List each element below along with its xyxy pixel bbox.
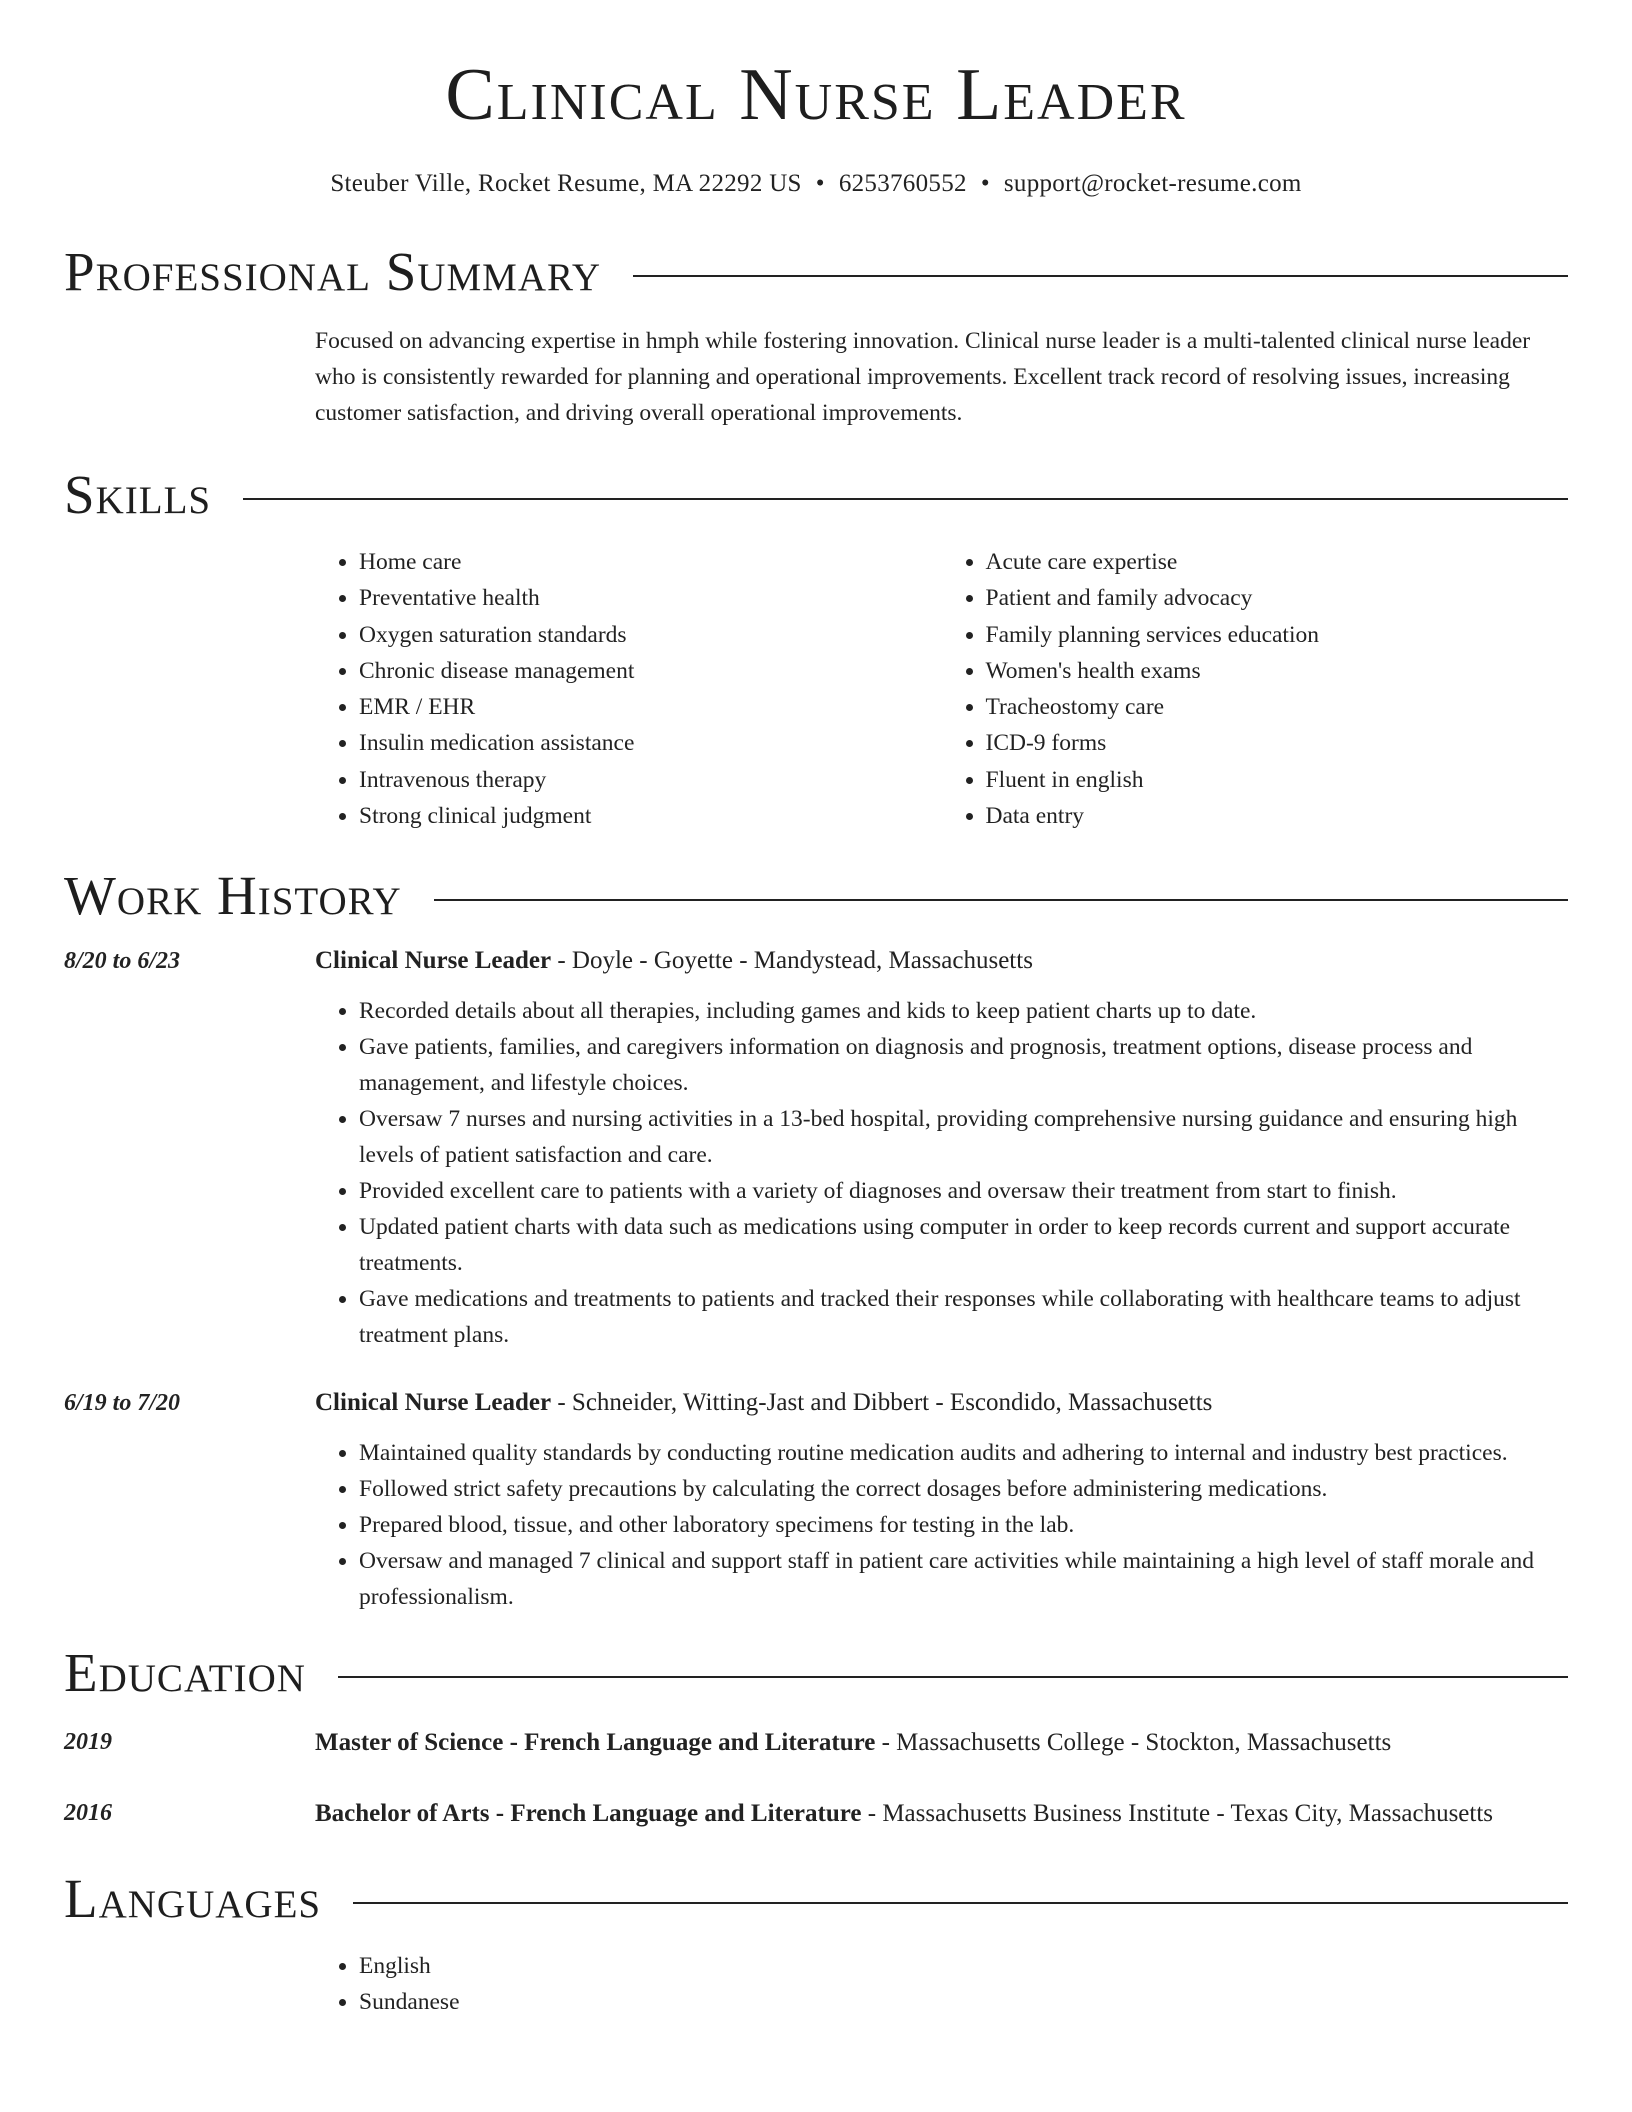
list-item: • Followed strict safety precautions by calculating the correct dosages before administering medications. bbox=[359, 1471, 1568, 1507]
section-title: Skills bbox=[64, 464, 212, 525]
list-item: • Prepared blood, tissue, and other laboratory specimens for testing in the lab. bbox=[359, 1507, 1568, 1543]
job-details bbox=[315, 1385, 1568, 1615]
job-title: Clinical Nurse Leader bbox=[315, 947, 552, 975]
list-item: • ICD-9 forms bbox=[986, 725, 1569, 761]
list-item: • Gave medications and treatments to patients and tracked their responses while collaborating with healthcare teams to adjust treatment plans. bbox=[359, 1281, 1568, 1353]
summary-text: Focused on advancing expertise in hmph while fostering innovation. Clinical nurse leader is a multi-talented clinical nurse leader who is consistently rewarded for planning and operational improvements. Excellent track record of resolving issues, increasing customer satisfaction, and driving overall operational improvements. bbox=[315, 328, 1531, 426]
education-entry bbox=[64, 1795, 1568, 1833]
skills-list bbox=[315, 544, 1568, 834]
list-item: • Intravenous therapy bbox=[359, 762, 942, 798]
school: - Massachusetts College - Stockton, Massachusetts bbox=[875, 1729, 1392, 1757]
list-item: • Family planning services education bbox=[986, 617, 1569, 653]
skills-header bbox=[64, 464, 1568, 525]
job-heading bbox=[315, 1385, 1568, 1421]
list-item: • Oxygen saturation standards bbox=[359, 617, 942, 653]
list-item: • Women's health exams bbox=[986, 653, 1569, 689]
job-heading bbox=[315, 943, 1568, 979]
list-item: • EMR / EHR bbox=[359, 689, 942, 725]
list-item: • Tracheostomy care bbox=[986, 689, 1569, 725]
separator-dot: • bbox=[980, 170, 990, 197]
list-item: • Data entry bbox=[986, 798, 1569, 834]
section-divider bbox=[243, 498, 1568, 500]
contact-line bbox=[64, 170, 1568, 198]
separator-dot: • bbox=[815, 170, 825, 197]
list-item: • Chronic disease management bbox=[359, 653, 942, 689]
job-entry bbox=[64, 943, 1568, 1353]
job-bullets bbox=[315, 993, 1568, 1353]
address: Steuber Ville, Rocket Resume, MA 22292 US bbox=[330, 170, 802, 197]
work-history-header bbox=[64, 865, 1568, 927]
education-entry bbox=[64, 1724, 1568, 1762]
school: - Massachusetts Business Institute - Texas City, Massachusetts bbox=[861, 1800, 1494, 1828]
job-details bbox=[315, 943, 1568, 1353]
education-header bbox=[64, 1642, 1568, 1704]
email-link[interactable]: support@rocket-resume.com bbox=[1003, 170, 1302, 197]
list-item: • Strong clinical judgment bbox=[359, 798, 942, 834]
list-item: • Insulin medication assistance bbox=[359, 725, 942, 761]
skills-column-right bbox=[942, 544, 1569, 834]
list-item: • Fluent in english bbox=[986, 762, 1569, 798]
section-divider bbox=[353, 1902, 1568, 1904]
education-year: 2019 bbox=[64, 1729, 112, 1756]
job-employer: - Schneider, Witting-Jast and Dibbert - Escondido, Massachusetts bbox=[551, 1389, 1213, 1417]
list-item: • Patient and family advocacy bbox=[986, 580, 1569, 616]
list-item: • Oversaw 7 nurses and nursing activities in a 13-bed hospital, providing comprehensive nursing guidance and ensuring high levels of patient satisfaction and care. bbox=[359, 1101, 1568, 1173]
list-item: • Maintained quality standards by conducting routine medication audits and adhering to internal and industry best practices. bbox=[359, 1435, 1568, 1471]
section-title: Work History bbox=[64, 865, 402, 927]
phone: 6253760552 bbox=[838, 170, 967, 197]
job-bullets bbox=[315, 1435, 1568, 1615]
candidate-name: Clinical Nurse Leader bbox=[445, 54, 1187, 136]
education-details bbox=[315, 1795, 1568, 1833]
list-item: • Updated patient charts with data such as medications using computer in order to keep records current and support accurate treatments. bbox=[359, 1209, 1568, 1281]
list-item: • Provided excellent care to patients with a variety of diagnoses and oversaw their treatment from start to finish. bbox=[359, 1173, 1568, 1209]
job-dates: 6/19 to 7/20 bbox=[64, 1390, 181, 1417]
section-divider bbox=[338, 1676, 1568, 1678]
list-item: • Recorded details about all therapies, including games and kids to keep patient charts up to date. bbox=[359, 993, 1568, 1029]
list-item: • Preventative health bbox=[359, 580, 942, 616]
list-item: • English bbox=[359, 1948, 1568, 1984]
section-divider bbox=[633, 275, 1568, 277]
summary-header bbox=[64, 241, 1568, 302]
section-title: Languages bbox=[64, 1868, 322, 1930]
section-title: Education bbox=[64, 1642, 306, 1704]
job-dates: 8/20 to 6/23 bbox=[64, 948, 181, 975]
list-item: • Oversaw and managed 7 clinical and support staff in patient care activities while maintaining a high level of staff morale and professionalism. bbox=[359, 1543, 1568, 1615]
languages-list bbox=[315, 1948, 1568, 2020]
languages-header bbox=[64, 1868, 1568, 1930]
list-item: • Home care bbox=[359, 544, 942, 580]
education-details bbox=[315, 1724, 1568, 1762]
degree: Master of Science - French Language and Literature bbox=[315, 1729, 876, 1757]
job-title: Clinical Nurse Leader bbox=[315, 1389, 552, 1417]
list-item: • Sundanese bbox=[359, 1984, 1568, 2020]
job-employer: - Doyle - Goyette - Mandystead, Massachusetts bbox=[551, 947, 1033, 975]
skills-column-left bbox=[315, 544, 942, 834]
section-divider bbox=[434, 899, 1568, 901]
degree: Bachelor of Arts - French Language and Literature bbox=[315, 1800, 862, 1828]
list-item: • Gave patients, families, and caregivers information on diagnosis and prognosis, treatment options, disease process and management, and lifestyle choices. bbox=[359, 1029, 1568, 1101]
list-item: • Acute care expertise bbox=[986, 544, 1569, 580]
job-entry bbox=[64, 1385, 1568, 1615]
section-title: Professional Summary bbox=[64, 241, 602, 302]
languages-bullets bbox=[315, 1948, 1568, 2020]
education-year: 2016 bbox=[64, 1800, 112, 1827]
